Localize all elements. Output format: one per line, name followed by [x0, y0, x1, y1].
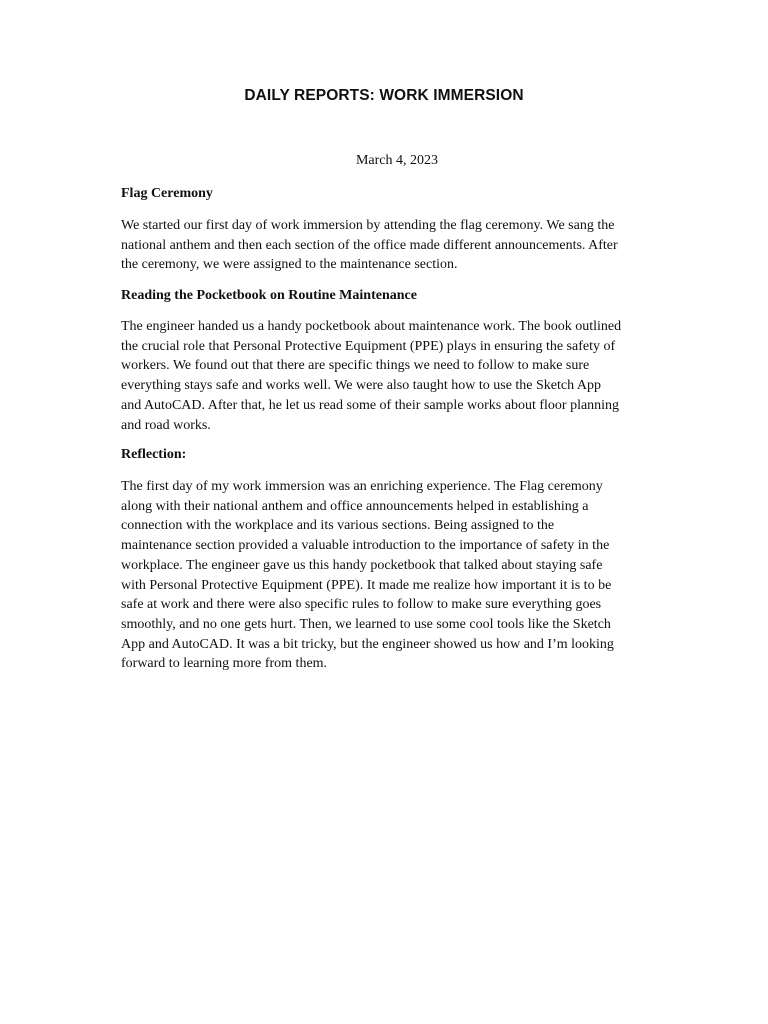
- paragraph-line: and AutoCAD. After that, he let us read some of their sample works about floor planning: [121, 397, 620, 413]
- section-heading-flag-ceremony: Flag Ceremony: [121, 186, 213, 201]
- paragraph-line: connection with the workplace and its various sections. Being assigned to the: [121, 518, 555, 534]
- paragraph-line: App and AutoCAD. It was a bit tricky, but the engineer showed us how and I’m looking: [121, 636, 614, 652]
- section-heading-pocketbook: Reading the Pocketbook on Routine Maintenance: [121, 288, 417, 303]
- paragraph-flag-ceremony: [121, 216, 681, 275]
- paragraph-line: along with their national anthem and office announcements helped in establishing a: [121, 498, 589, 514]
- paragraph-line: safe at work and there were also specific rules to follow to make sure everything goes: [121, 597, 602, 613]
- section-heading-reflection: Reflection:: [121, 447, 187, 462]
- paragraph-line: and road works.: [121, 417, 211, 433]
- paragraph-reflection: [121, 477, 681, 674]
- paragraph-line: with Personal Protective Equipment (PPE). It made me realize how important it is to be: [121, 577, 612, 593]
- report-date: March 4, 2023: [355, 153, 439, 168]
- paragraph-line: maintenance section provided a valuable introduction to the importance of safety in the: [121, 538, 610, 554]
- paragraph-line: workers. We found out that there are specific things we need to follow to make sure: [121, 358, 590, 374]
- paragraph-pocketbook: [121, 317, 681, 435]
- paragraph-line: The first day of my work immersion was an enriching experience. The Flag ceremony: [121, 479, 603, 494]
- paragraph-line: everything stays safe and works well. We were also taught how to use the Sketch App: [121, 378, 601, 394]
- paragraph-line: the ceremony, we were assigned to the maintenance section.: [121, 257, 458, 273]
- paragraph-line: workplace. The engineer gave us this handy pocketbook that talked about staying safe: [121, 557, 603, 573]
- paragraph-line: We started our first day of work immersion by attending the flag ceremony. We sang the: [121, 218, 615, 233]
- paragraph-line: smoothly, and no one gets hurt. Then, we learned to use some cool tools like the Sketch: [121, 616, 611, 632]
- paragraph-line: national anthem and then each section of the office made different announcements. After: [121, 237, 618, 253]
- paragraph-line: The engineer handed us a handy pocketbook about maintenance work. The book outlined: [121, 319, 622, 334]
- paragraph-line: forward to learning more from them.: [121, 656, 328, 672]
- document-title: DAILY REPORTS: WORK IMMERSION: [244, 87, 524, 104]
- paragraph-line: the crucial role that Personal Protective Equipment (PPE) plays in ensuring the safety of: [121, 338, 616, 354]
